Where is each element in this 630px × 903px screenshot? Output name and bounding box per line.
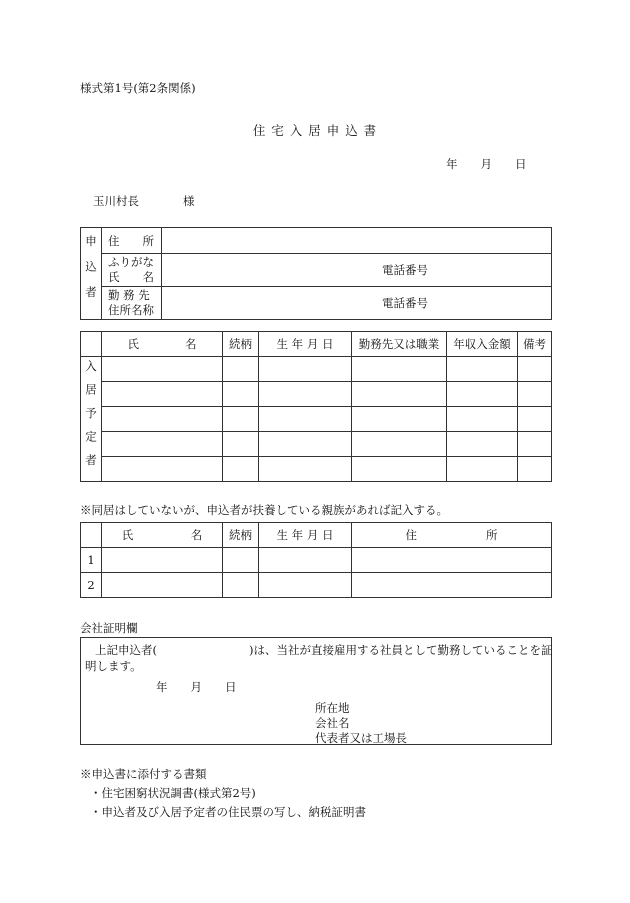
table-row xyxy=(81,357,552,382)
company-name-label: 会社名 xyxy=(315,716,350,730)
dependents-header-row xyxy=(81,523,552,548)
dependent-name-cell[interactable] xyxy=(102,573,223,598)
dependent-birthdate-cell[interactable] xyxy=(259,573,352,598)
dependent-relation-cell[interactable] xyxy=(223,573,259,598)
resident-occupation-cell[interactable] xyxy=(352,382,447,407)
resident-income-cell[interactable] xyxy=(447,357,518,382)
dep-col-relation: 続柄 xyxy=(223,523,259,548)
resident-occupation-cell[interactable] xyxy=(352,357,447,382)
col-relation: 続柄 xyxy=(223,332,259,357)
resident-income-cell[interactable] xyxy=(447,407,518,432)
attachment-item: ・申込者及び入居予定者の住民票の写し、納税証明書 xyxy=(90,805,366,819)
attachments-title: ※申込書に添付する書類 xyxy=(80,767,207,781)
dependent-address-cell[interactable] xyxy=(352,573,552,598)
dependent-birthdate-cell[interactable] xyxy=(259,548,352,573)
address-label: 住 所 xyxy=(102,228,162,254)
company-cert-line2: 明します。 xyxy=(85,659,142,673)
resident-remarks-cell[interactable] xyxy=(518,432,552,457)
resident-birthdate-cell[interactable] xyxy=(259,457,352,482)
dep-col-address: 住 所 xyxy=(352,523,552,548)
attachment-item: ・住宅困窮状況調書(様式第2号) xyxy=(90,786,256,800)
col-remarks: 備考 xyxy=(518,332,552,357)
resident-remarks-cell[interactable] xyxy=(518,457,552,482)
form-number: 様式第1号(第2条関係) xyxy=(80,81,196,95)
address-field[interactable] xyxy=(162,228,552,254)
resident-birthdate-cell[interactable] xyxy=(259,382,352,407)
applicant-side-label: 申込者 xyxy=(81,228,102,320)
resident-income-cell[interactable] xyxy=(447,457,518,482)
resident-remarks-cell[interactable] xyxy=(518,382,552,407)
resident-relation-cell[interactable] xyxy=(223,407,259,432)
resident-remarks-cell[interactable] xyxy=(518,357,552,382)
workplace-label-cell xyxy=(102,287,162,320)
workplace-label: 勤 務 先 xyxy=(108,288,150,302)
workplace-phone-label: 電話番号 xyxy=(382,296,428,310)
name-label: 氏 名 xyxy=(108,270,154,284)
resident-relation-cell[interactable] xyxy=(223,457,259,482)
dependents-corner xyxy=(81,523,102,548)
resident-remarks-cell[interactable] xyxy=(518,407,552,432)
row-number: 2 xyxy=(81,573,102,598)
residents-table xyxy=(80,331,552,482)
table-row xyxy=(81,407,552,432)
phone-label: 電話番号 xyxy=(382,263,428,277)
workplace-field[interactable] xyxy=(162,287,552,320)
table-row xyxy=(81,573,552,598)
resident-name-cell[interactable] xyxy=(102,382,223,407)
table-row xyxy=(81,432,552,457)
resident-name-cell[interactable] xyxy=(102,432,223,457)
col-name: 氏 名 xyxy=(102,332,223,357)
col-income: 年収入金額 xyxy=(447,332,518,357)
addressee: 玉川村長 xyxy=(93,194,139,208)
page-title: 住 宅 入 居 申 込 書 xyxy=(252,123,378,138)
addressee-suffix: 様 xyxy=(183,194,195,208)
resident-name-cell[interactable] xyxy=(102,357,223,382)
col-occupation: 勤務先又は職業 xyxy=(352,332,447,357)
residents-corner xyxy=(81,332,102,357)
company-cert-line1: 上記申込者( )は、当社が直接雇用する社員として勤務していることを証 xyxy=(95,643,553,657)
resident-income-cell[interactable] xyxy=(447,382,518,407)
resident-name-cell[interactable] xyxy=(102,407,223,432)
company-location-label: 所在地 xyxy=(315,701,350,715)
residents-header-row xyxy=(81,332,552,357)
company-section-title: 会社証明欄 xyxy=(80,621,138,635)
company-cert-date: 年 月 日 xyxy=(156,680,237,694)
table-row xyxy=(81,548,552,573)
resident-birthdate-cell[interactable] xyxy=(259,432,352,457)
dependents-table xyxy=(80,522,552,598)
applicant-table xyxy=(80,227,552,320)
table-row xyxy=(81,382,552,407)
resident-birthdate-cell[interactable] xyxy=(259,407,352,432)
resident-name-cell[interactable] xyxy=(102,457,223,482)
dependents-note: ※同居はしていないが、申込者が扶養している親族があれば記入する。 xyxy=(80,503,448,517)
date-field: 年 月 日 xyxy=(446,157,527,171)
resident-relation-cell[interactable] xyxy=(223,357,259,382)
dependent-relation-cell[interactable] xyxy=(223,548,259,573)
resident-relation-cell[interactable] xyxy=(223,432,259,457)
dependent-address-cell[interactable] xyxy=(352,548,552,573)
name-field[interactable] xyxy=(162,254,552,287)
table-row xyxy=(81,457,552,482)
row-number: 1 xyxy=(81,548,102,573)
name-label-cell xyxy=(102,254,162,287)
resident-relation-cell[interactable] xyxy=(223,382,259,407)
resident-occupation-cell[interactable] xyxy=(352,432,447,457)
resident-occupation-cell[interactable] xyxy=(352,457,447,482)
resident-occupation-cell[interactable] xyxy=(352,407,447,432)
resident-income-cell[interactable] xyxy=(447,432,518,457)
company-representative-label: 代表者又は工場長 xyxy=(315,731,407,745)
dep-col-birthdate: 生 年 月 日 xyxy=(259,523,352,548)
col-birthdate: 生 年 月 日 xyxy=(259,332,352,357)
dependent-name-cell[interactable] xyxy=(102,548,223,573)
resident-birthdate-cell[interactable] xyxy=(259,357,352,382)
furigana-label: ふりがな xyxy=(108,255,154,269)
residents-side-label: 入居予定者 xyxy=(81,357,102,482)
company-certification-box xyxy=(80,637,552,745)
dep-col-name: 氏 名 xyxy=(102,523,223,548)
workplace-address-label: 住所名称 xyxy=(108,303,154,317)
